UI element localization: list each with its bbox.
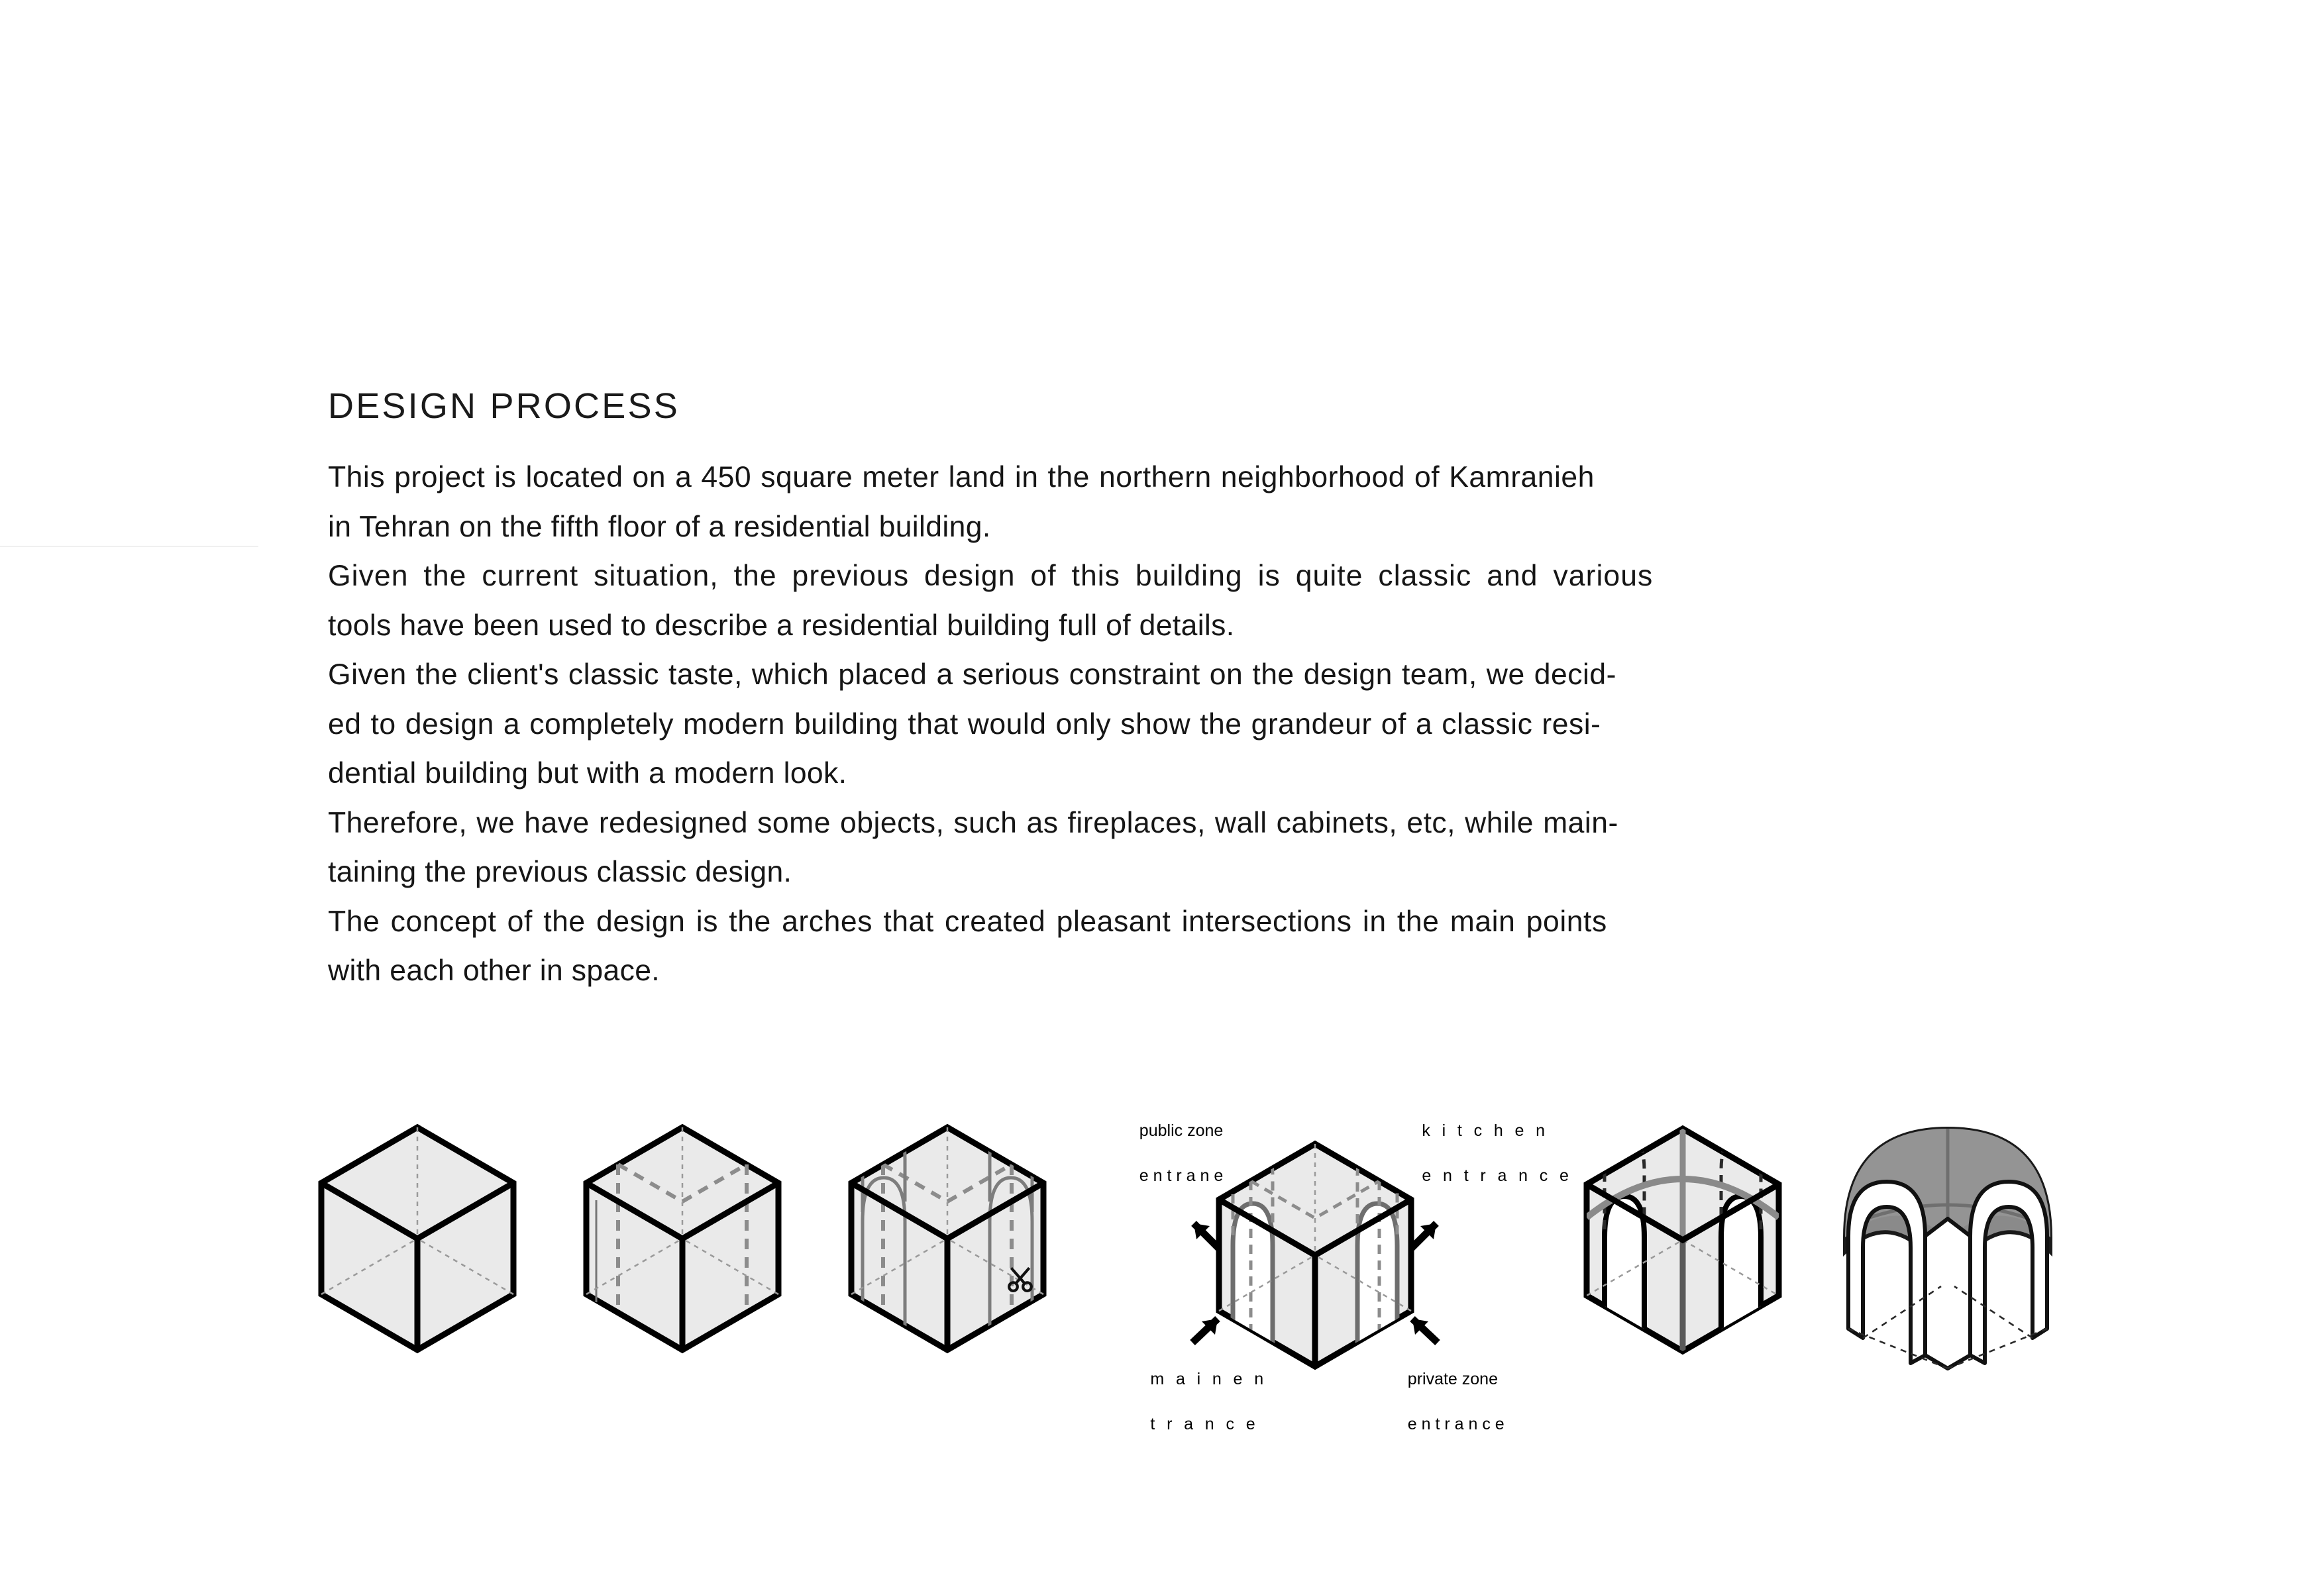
paragraph-4 xyxy=(328,799,2037,898)
arrow-up-right-icon xyxy=(1411,1223,1436,1249)
label-kitchen-entrance xyxy=(1389,1097,1573,1209)
arrow-up-left-icon xyxy=(1194,1223,1219,1249)
design-process-diagram-strip xyxy=(0,1086,2324,1433)
label-kitchen-line-2: e n t r a n c e xyxy=(1422,1166,1573,1185)
paragraph-3-line-3: dential building but with a modern look. xyxy=(328,757,847,790)
paragraph-5-line-1: The concept of the design is the arches that created pleasant intersections in the main points xyxy=(328,905,1607,938)
paragraph-2-line-1: Given the current situation, the previous design of this building is quite classic and various xyxy=(328,560,1654,592)
content-block xyxy=(328,388,2037,996)
paragraph-4-line-2: taining the previous classic design. xyxy=(328,856,792,888)
label-private-zone-line-1: private zone xyxy=(1407,1370,1498,1388)
diagram-step-3-arch-layout-cut xyxy=(851,1119,1043,1350)
diagram-step-1-solid-volume xyxy=(321,1127,513,1350)
paragraph-2-line-2: tools have been used to describe a residential building full of details. xyxy=(328,609,1235,642)
arrow-up-left-icon xyxy=(1412,1319,1438,1343)
paragraph-5-line-2: with each other in space. xyxy=(328,954,660,987)
diagram-step-2-inner-grid-guides xyxy=(586,1127,778,1350)
paragraph-3-line-1: Given the client's classic taste, which placed a serious constraint on the design team, we decid- xyxy=(328,658,1616,691)
label-main-entrance-line-2: t r a n c e xyxy=(1150,1415,1259,1433)
arrow-up-right-icon xyxy=(1192,1319,1218,1343)
body-copy xyxy=(328,453,2037,996)
paragraph-4-line-1: Therefore, we have redesigned some objects, such as fireplaces, wall cabinets, etc, while main- xyxy=(328,806,1618,839)
label-public-zone-line-2: e n t r a n e xyxy=(1139,1166,1224,1185)
paragraph-1-line-1: This project is located on a 450 square meter land in the northern neighborhood of Kamranieh xyxy=(328,461,1595,493)
paragraph-3 xyxy=(328,650,2037,799)
label-public-zone-entrance xyxy=(1121,1097,1253,1209)
label-main-entrance-line-1: m a i n e n xyxy=(1150,1370,1267,1388)
label-kitchen-line-1: k i t c h e n xyxy=(1422,1121,1549,1140)
diagram-step-6-final-vaulted-pavilion xyxy=(1845,1129,2050,1368)
diagram-step-5-vault-forming xyxy=(1587,1129,1779,1351)
label-main-entrance xyxy=(1118,1345,1267,1458)
label-public-zone-line-1: public zone xyxy=(1139,1121,1224,1140)
paragraph-1-line-2: in Tehran on the fifth floor of a residential building. xyxy=(328,510,991,543)
label-private-zone-entrance xyxy=(1389,1345,1535,1458)
left-margin-rule xyxy=(0,546,258,547)
paragraph-1 xyxy=(328,453,2037,552)
page-title: DESIGN PROCESS xyxy=(328,386,680,426)
paragraph-2 xyxy=(328,552,2037,650)
label-private-zone-line-2: e n t r a n c e xyxy=(1407,1415,1505,1433)
paragraph-3-line-2: ed to design a completely modern building that would only show the grandeur of a classic resi- xyxy=(328,707,1601,741)
paragraph-5 xyxy=(328,898,2037,996)
